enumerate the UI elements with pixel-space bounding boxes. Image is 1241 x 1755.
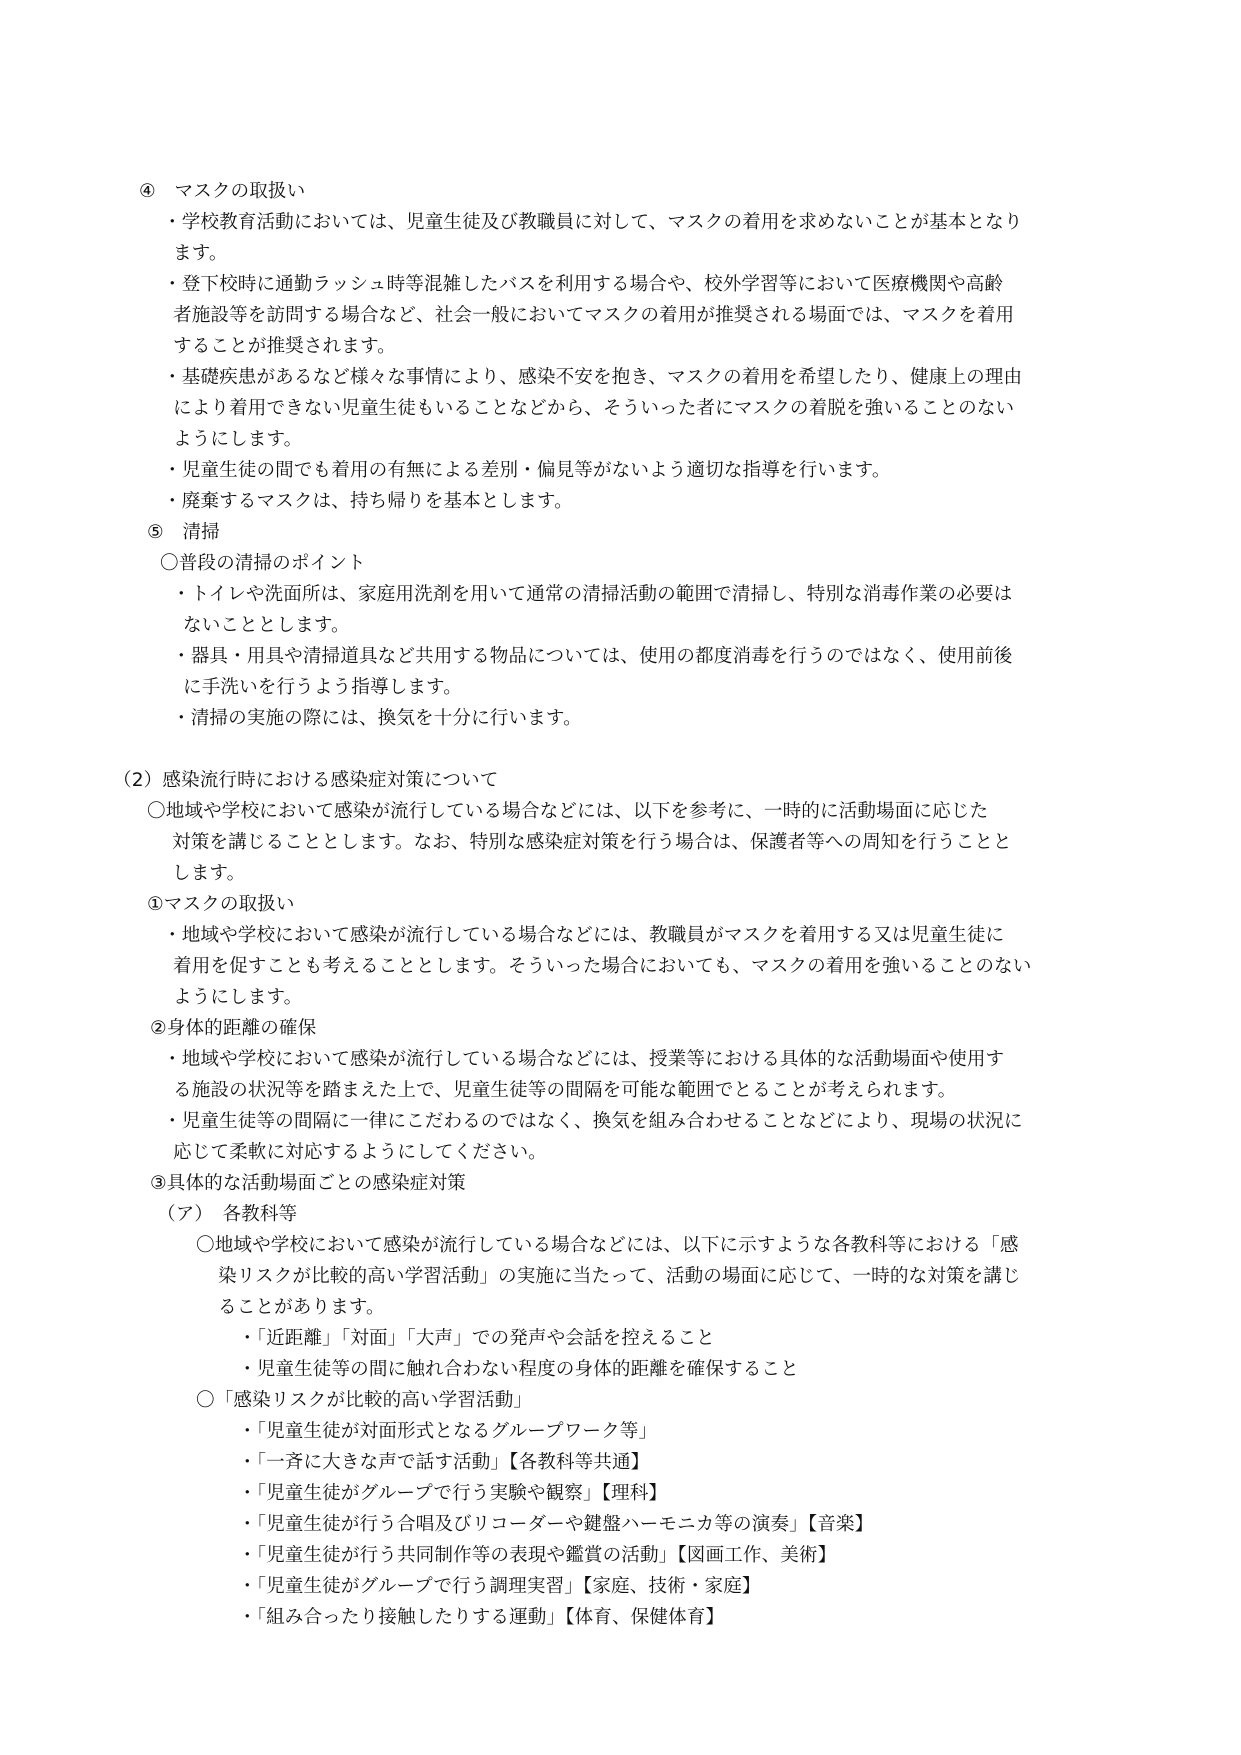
text-line: ①マスクの取扱い xyxy=(147,894,295,915)
text-line: る施設の状況等を踏まえた上で、児童生徒等の間隔を可能な範囲でとることが考えられます。 xyxy=(173,1080,957,1101)
text-line: ることがあります。 xyxy=(218,1297,385,1318)
text-line: ます。 xyxy=(173,243,228,264)
text-line: ④ マスクの取扱い xyxy=(139,181,306,202)
text-line: ・児童生徒の間でも着用の有無による差別・偏見等がないよう適切な指導を行います。 xyxy=(163,460,891,481)
text-line: ・「児童生徒がグループで行う実験や観察」【理科】 xyxy=(238,1483,668,1504)
text-line: に手洗いを行うよう指導します。 xyxy=(183,677,462,698)
text-line: ⑤ 清掃 xyxy=(147,522,220,543)
text-line: ・清掃の実施の際には、換気を十分に行います。 xyxy=(172,708,582,729)
text-line: により着用できない児童生徒もいることなどから、そういった者にマスクの着脱を強いることのない xyxy=(173,398,1015,419)
text-line: 〇地域や学校において感染が流行している場合などには、以下に示すような各教科等における「感 xyxy=(196,1235,1019,1256)
text-line: ・「児童生徒が行う合唱及びリコーダーや鍵盤ハーモニカ等の演奏」【音楽】 xyxy=(238,1514,874,1535)
text-line: ・廃棄するマスクは、持ち帰りを基本とします。 xyxy=(163,491,573,512)
text-line: ③具体的な活動場面ごとの感染症対策 xyxy=(150,1173,466,1194)
text-line: ・「組み合ったり接触したりする運動」【体育、保健体育】 xyxy=(238,1607,725,1628)
text-line: ・児童生徒等の間隔に一律にこだわるのではなく、換気を組み合わせることなどにより、現場の状況に xyxy=(163,1111,1023,1132)
text-line: ようにします。 xyxy=(173,429,303,450)
text-line: ないこととします。 xyxy=(183,615,350,636)
text-line: 〇普段の清掃のポイント xyxy=(160,553,366,574)
text-line: ・「近距離」「対面」「大声」での発声や会話を控えること xyxy=(238,1328,715,1349)
text-line: 染リスクが比較的高い学習活動」の実施に当たって、活動の場面に応じて、一時的な対策を講じ xyxy=(218,1266,1021,1287)
text-line: （2）感染流行時における感染症対策について xyxy=(113,770,499,791)
text-line: ・「児童生徒が行う共同制作等の表現や鑑賞の活動」【図画工作、美術】 xyxy=(238,1545,837,1566)
text-line: ②身体的距離の確保 xyxy=(150,1018,317,1039)
text-line: 〇「感染リスクが比較的高い学習活動」 xyxy=(196,1390,533,1411)
blank-line xyxy=(0,734,1241,765)
text-line: ・登下校時に通勤ラッシュ時等混雑したバスを利用する場合や、校外学習等において医療機関や高齢 xyxy=(163,274,1004,295)
text-line: ・トイレや洗面所は、家庭用洗剤を用いて通常の清掃活動の範囲で清掃し、特別な消毒作業の必要は xyxy=(172,584,1013,605)
text-line: 〇地域や学校において感染が流行している場合などには、以下を参考に、一時的に活動場面に応じた xyxy=(147,801,989,822)
text-line: ・「児童生徒がグループで行う調理実習」【家庭、技術・家庭】 xyxy=(238,1576,761,1597)
text-line: ・基礎疾患があるなど様々な事情により、感染不安を抱き、マスクの着用を希望したり、健康上の理由 xyxy=(163,367,1023,388)
text-line: ・地域や学校において感染が流行している場合などには、教職員がマスクを着用する又は児童生徒に xyxy=(163,925,1005,946)
text-line: ・地域や学校において感染が流行している場合などには、授業等における具体的な活動場面や使用す xyxy=(163,1049,1005,1070)
text-line: ・「児童生徒が対面形式となるグループワーク等」 xyxy=(238,1421,658,1442)
text-line: ・器具・用具や清掃道具など共用する物品については、使用の都度消毒を行うのではなく、使用前後 xyxy=(172,646,1013,667)
text-line: 着用を促すことも考えることとします。そういった場合においても、マスクの着用を強いることのない xyxy=(173,956,1032,977)
text-line: します。 xyxy=(172,863,246,884)
text-line: することが推奨されます。 xyxy=(173,336,396,357)
text-line: 応じて柔軟に対応するようにしてください。 xyxy=(173,1142,547,1163)
document-body xyxy=(0,176,1241,1633)
text-line: ・児童生徒等の間に触れ合わない程度の身体的距離を確保すること xyxy=(238,1359,799,1380)
text-line: ようにします。 xyxy=(173,987,303,1008)
text-line: ・「一斉に大きな声で話す活動」【各教科等共通】 xyxy=(238,1452,650,1473)
text-line: ・学校教育活動においては、児童生徒及び教職員に対して、マスクの着用を求めないことが基本となり xyxy=(163,212,1023,233)
text-line: 対策を講じることとします。なお、特別な感染症対策を行う場合は、保護者等への周知を行うことと xyxy=(172,832,1012,853)
text-line: 者施設等を訪問する場合など、社会一般においてマスクの着用が推奨される場面では、マスクを着用 xyxy=(173,305,1015,326)
text-line: （ア） 各教科等 xyxy=(157,1204,298,1225)
